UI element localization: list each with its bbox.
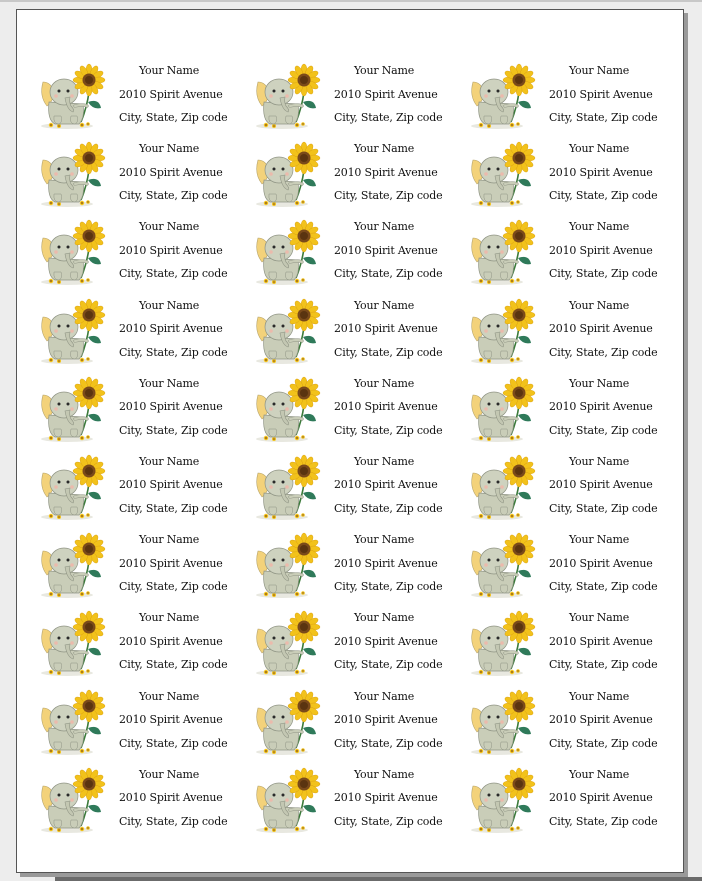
elephant-with-sunflower-icon [252, 531, 324, 599]
street-line: 2010 Spirit Avenue [119, 165, 223, 179]
name-line: Your Name [568, 298, 630, 312]
address-label[interactable] [37, 680, 252, 758]
address-block [549, 294, 658, 365]
city-state-zip-line: City, State, Zip code [549, 267, 658, 281]
address-block [119, 59, 228, 130]
street-line: 2010 Spirit Avenue [549, 322, 653, 336]
name-line: Your Name [568, 220, 630, 234]
address-label[interactable] [37, 210, 252, 288]
name-line: Your Name [138, 376, 200, 390]
city-state-zip-line: City, State, Zip code [119, 267, 228, 281]
elephant-with-sunflower-icon [467, 375, 539, 443]
elephant-with-sunflower-icon [467, 688, 539, 756]
street-line: 2010 Spirit Avenue [334, 322, 438, 336]
address-block [334, 685, 443, 756]
address-label[interactable] [37, 758, 252, 836]
elephant-with-sunflower-icon [37, 218, 109, 286]
city-state-zip-line: City, State, Zip code [119, 111, 228, 124]
city-state-zip-line: City, State, Zip code [549, 111, 658, 124]
address-label[interactable] [467, 367, 682, 445]
elephant-with-sunflower-icon [252, 453, 324, 521]
name-line: Your Name [138, 689, 200, 703]
street-line: 2010 Spirit Avenue [549, 165, 653, 179]
name-line: Your Name [353, 142, 415, 156]
address-label[interactable] [467, 523, 682, 601]
city-state-zip-line: City, State, Zip code [334, 501, 443, 515]
city-state-zip-line: City, State, Zip code [334, 580, 443, 594]
name-line: Your Name [568, 689, 630, 703]
elephant-with-sunflower-icon [252, 688, 324, 756]
address-label[interactable] [252, 758, 467, 836]
address-label[interactable] [252, 523, 467, 601]
address-label[interactable] [37, 367, 252, 445]
address-label[interactable] [467, 601, 682, 679]
address-label[interactable] [252, 601, 467, 679]
city-state-zip-line: City, State, Zip code [334, 189, 443, 203]
address-block [549, 372, 658, 443]
name-line: Your Name [568, 376, 630, 390]
elephant-with-sunflower-icon [467, 140, 539, 208]
address-block [334, 606, 443, 677]
address-block [334, 59, 443, 130]
address-block [334, 450, 443, 521]
address-label[interactable] [467, 132, 682, 210]
street-line: 2010 Spirit Avenue [334, 478, 438, 492]
street-line: 2010 Spirit Avenue [334, 634, 438, 648]
address-block [334, 294, 443, 365]
address-label[interactable] [467, 289, 682, 367]
address-label[interactable] [467, 445, 682, 523]
street-line: 2010 Spirit Avenue [334, 791, 438, 805]
address-block [334, 137, 443, 208]
address-block [549, 606, 658, 677]
city-state-zip-line: City, State, Zip code [119, 736, 228, 750]
street-line: 2010 Spirit Avenue [119, 478, 223, 492]
elephant-with-sunflower-icon [252, 375, 324, 443]
address-label[interactable] [252, 367, 467, 445]
street-line: 2010 Spirit Avenue [119, 322, 223, 336]
city-state-zip-line: City, State, Zip code [334, 267, 443, 281]
address-block [549, 137, 658, 208]
city-state-zip-line: City, State, Zip code [334, 423, 443, 437]
address-block [549, 215, 658, 286]
elephant-with-sunflower-icon [37, 688, 109, 756]
elephant-with-sunflower-icon [252, 62, 324, 130]
name-line: Your Name [353, 454, 415, 468]
name-line: Your Name [353, 376, 415, 390]
city-state-zip-line: City, State, Zip code [549, 736, 658, 750]
address-label[interactable] [37, 132, 252, 210]
elephant-with-sunflower-icon [37, 766, 109, 834]
name-line: Your Name [138, 611, 200, 625]
name-line: Your Name [353, 298, 415, 312]
address-label[interactable] [37, 601, 252, 679]
city-state-zip-line: City, State, Zip code [549, 658, 658, 672]
label-grid [37, 54, 682, 836]
street-line: 2010 Spirit Avenue [549, 791, 653, 805]
street-line: 2010 Spirit Avenue [119, 87, 223, 101]
street-line: 2010 Spirit Avenue [549, 556, 653, 570]
street-line: 2010 Spirit Avenue [119, 713, 223, 726]
name-line: Your Name [353, 689, 415, 703]
address-label[interactable] [252, 54, 467, 132]
name-line: Your Name [138, 533, 200, 547]
top-divider [0, 0, 702, 2]
elephant-with-sunflower-icon [467, 297, 539, 365]
street-line: 2010 Spirit Avenue [119, 791, 223, 805]
address-label[interactable] [37, 54, 252, 132]
city-state-zip-line: City, State, Zip code [119, 580, 228, 594]
elephant-with-sunflower-icon [37, 453, 109, 521]
city-state-zip-line: City, State, Zip code [549, 501, 658, 515]
name-line: Your Name [138, 767, 200, 781]
name-line: Your Name [353, 64, 415, 77]
address-block [334, 528, 443, 599]
address-block [334, 372, 443, 443]
address-block [119, 137, 228, 208]
city-state-zip-line: City, State, Zip code [334, 658, 443, 672]
elephant-with-sunflower-icon [37, 375, 109, 443]
name-line: Your Name [138, 454, 200, 468]
address-label[interactable] [467, 680, 682, 758]
street-line: 2010 Spirit Avenue [334, 243, 438, 257]
name-line: Your Name [568, 142, 630, 156]
street-line: 2010 Spirit Avenue [334, 165, 438, 179]
name-line: Your Name [353, 220, 415, 234]
elephant-with-sunflower-icon [467, 218, 539, 286]
address-label[interactable] [467, 758, 682, 836]
street-line: 2010 Spirit Avenue [119, 243, 223, 257]
city-state-zip-line: City, State, Zip code [119, 658, 228, 672]
name-line: Your Name [568, 454, 630, 468]
name-line: Your Name [568, 64, 630, 77]
city-state-zip-line: City, State, Zip code [334, 111, 443, 124]
address-label[interactable] [37, 289, 252, 367]
name-line: Your Name [138, 220, 200, 234]
address-label[interactable] [37, 445, 252, 523]
elephant-with-sunflower-icon [252, 297, 324, 365]
address-block [334, 215, 443, 286]
city-state-zip-line: City, State, Zip code [334, 736, 443, 750]
elephant-with-sunflower-icon [252, 140, 324, 208]
name-line: Your Name [138, 64, 200, 77]
address-block [119, 294, 228, 365]
elephant-with-sunflower-icon [37, 62, 109, 130]
street-line: 2010 Spirit Avenue [119, 634, 223, 648]
label-sheet-page [16, 9, 684, 873]
elephant-with-sunflower-icon [37, 609, 109, 677]
city-state-zip-line: City, State, Zip code [549, 189, 658, 203]
name-line: Your Name [568, 533, 630, 547]
address-block [549, 763, 658, 834]
horizontal-scrollbar[interactable] [55, 877, 702, 881]
elephant-with-sunflower-icon [467, 609, 539, 677]
address-label[interactable] [252, 680, 467, 758]
elephant-with-sunflower-icon [467, 453, 539, 521]
city-state-zip-line: City, State, Zip code [334, 814, 443, 828]
street-line: 2010 Spirit Avenue [549, 87, 653, 101]
elephant-with-sunflower-icon [37, 140, 109, 208]
city-state-zip-line: City, State, Zip code [549, 580, 658, 594]
address-block [119, 450, 228, 521]
street-line: 2010 Spirit Avenue [334, 87, 438, 101]
street-line: 2010 Spirit Avenue [549, 243, 653, 257]
elephant-with-sunflower-icon [252, 766, 324, 834]
city-state-zip-line: City, State, Zip code [119, 345, 228, 359]
street-line: 2010 Spirit Avenue [334, 400, 438, 414]
address-label[interactable] [467, 210, 682, 288]
city-state-zip-line: City, State, Zip code [119, 423, 228, 437]
city-state-zip-line: City, State, Zip code [119, 814, 228, 828]
name-line: Your Name [353, 533, 415, 547]
address-label[interactable] [37, 523, 252, 601]
street-line: 2010 Spirit Avenue [119, 556, 223, 570]
name-line: Your Name [138, 298, 200, 312]
elephant-with-sunflower-icon [467, 766, 539, 834]
city-state-zip-line: City, State, Zip code [549, 423, 658, 437]
street-line: 2010 Spirit Avenue [549, 713, 653, 726]
address-block [119, 372, 228, 443]
elephant-with-sunflower-icon [37, 531, 109, 599]
city-state-zip-line: City, State, Zip code [549, 345, 658, 359]
address-block [119, 763, 228, 834]
address-block [334, 763, 443, 834]
address-block [549, 528, 658, 599]
street-line: 2010 Spirit Avenue [334, 556, 438, 570]
address-block [119, 215, 228, 286]
address-label[interactable] [252, 210, 467, 288]
elephant-with-sunflower-icon [252, 609, 324, 677]
address-block [549, 685, 658, 756]
elephant-with-sunflower-icon [37, 297, 109, 365]
address-label[interactable] [252, 445, 467, 523]
street-line: 2010 Spirit Avenue [334, 713, 438, 726]
elephant-with-sunflower-icon [467, 62, 539, 130]
city-state-zip-line: City, State, Zip code [549, 814, 658, 828]
street-line: 2010 Spirit Avenue [549, 634, 653, 648]
city-state-zip-line: City, State, Zip code [119, 189, 228, 203]
address-label[interactable] [252, 289, 467, 367]
address-label[interactable] [252, 132, 467, 210]
city-state-zip-line: City, State, Zip code [334, 345, 443, 359]
address-block [119, 685, 228, 756]
street-line: 2010 Spirit Avenue [119, 400, 223, 414]
address-label[interactable] [467, 54, 682, 132]
street-line: 2010 Spirit Avenue [549, 400, 653, 414]
name-line: Your Name [568, 611, 630, 625]
name-line: Your Name [568, 767, 630, 781]
address-block [549, 450, 658, 521]
address-block [119, 528, 228, 599]
city-state-zip-line: City, State, Zip code [119, 501, 228, 515]
name-line: Your Name [353, 611, 415, 625]
name-line: Your Name [353, 767, 415, 781]
address-block [119, 606, 228, 677]
street-line: 2010 Spirit Avenue [549, 478, 653, 492]
name-line: Your Name [138, 142, 200, 156]
elephant-with-sunflower-icon [467, 531, 539, 599]
elephant-with-sunflower-icon [252, 218, 324, 286]
address-block [549, 59, 658, 130]
